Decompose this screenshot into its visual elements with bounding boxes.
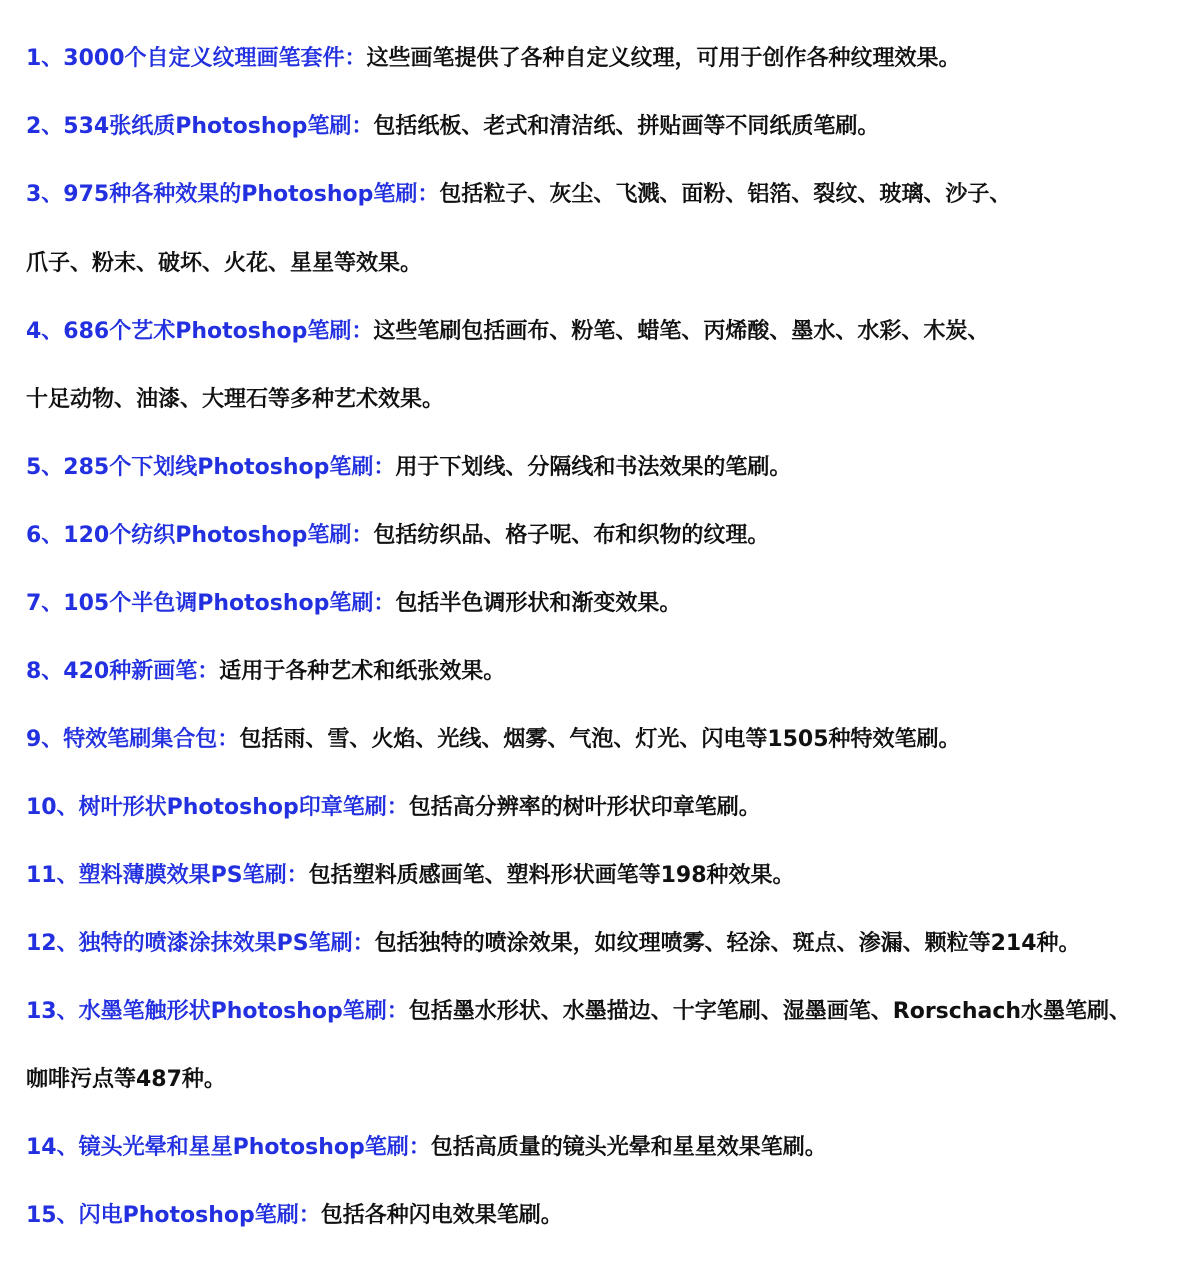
- item-title: 8、420种新画笔：: [26, 659, 220, 684]
- item-description: 包括半色调形状和渐变效果。: [395, 591, 682, 616]
- item-title: 11、塑料薄膜效果PS笔刷：: [26, 863, 309, 888]
- item-description: 这些画笔提供了各种自定义纹理，可用于创作各种纹理效果。: [366, 46, 961, 71]
- list-item: [26, 1131, 827, 1165]
- item-description-continued: 爪子、粉末、破坏、火花、星星等效果。: [26, 251, 423, 276]
- item-description: 包括墨水形状、水墨描边、十字笔刷、湿墨画笔、Rorschach水墨笔刷、: [408, 999, 1132, 1024]
- item-description: 用于下划线、分隔线和书法效果的笔刷。: [395, 455, 792, 480]
- item-title: 4、686个艺术Photoshop笔刷：: [26, 319, 374, 344]
- item-title: 10、树叶形状Photoshop印章笔刷：: [26, 795, 409, 820]
- list-item: [26, 110, 879, 144]
- item-description: 包括高质量的镜头光晕和星星效果笔刷。: [430, 1135, 827, 1160]
- list-item-continuation: [26, 383, 444, 417]
- item-title: 7、105个半色调Photoshop笔刷：: [26, 591, 396, 616]
- item-title: 1、3000个自定义纹理画笔套件：: [26, 46, 367, 71]
- item-description-continued: 咖啡污点等487种。: [26, 1067, 226, 1092]
- item-title: 5、285个下划线Photoshop笔刷：: [26, 455, 396, 480]
- item-title: 6、120个纺织Photoshop笔刷：: [26, 523, 374, 548]
- item-description-continued: 十足动物、油漆、大理石等多种艺术效果。: [26, 387, 445, 412]
- item-title: 3、975种各种效果的Photoshop笔刷：: [26, 182, 440, 207]
- item-title: 12、独特的喷漆涂抹效果PS笔刷：: [26, 931, 375, 956]
- list-item: [26, 315, 989, 349]
- list-item: [26, 723, 961, 757]
- item-description: 包括纺织品、格子呢、布和织物的纹理。: [373, 523, 770, 548]
- item-description: 这些笔刷包括画布、粉笔、蜡笔、丙烯酸、墨水、水彩、木炭、: [373, 319, 990, 344]
- item-description: 包括纸板、老式和清洁纸、拼贴画等不同纸质笔刷。: [373, 114, 880, 139]
- item-description: 适用于各种艺术和纸张效果。: [219, 659, 506, 684]
- item-description: 包括独特的喷涂效果，如纹理喷雾、轻涂、斑点、渗漏、颗粒等214种。: [374, 931, 1081, 956]
- item-description: 包括雨、雪、火焰、光线、烟雾、气泡、灯光、闪电等1505种特效笔刷。: [239, 727, 961, 752]
- item-title: 15、闪电Photoshop笔刷：: [26, 1203, 321, 1228]
- list-item-continuation: [26, 247, 422, 281]
- list-item: [26, 859, 795, 893]
- list-item: [26, 1199, 563, 1233]
- item-title: 13、水墨笔触形状Photoshop笔刷：: [26, 999, 409, 1024]
- list-item-continuation: [26, 1063, 226, 1097]
- list-item: [26, 587, 681, 621]
- list-item: [26, 655, 505, 689]
- item-description: 包括塑料质感画笔、塑料形状画笔等198种效果。: [308, 863, 795, 888]
- list-item: [26, 451, 791, 485]
- list-item: [26, 178, 1011, 212]
- item-description: 包括高分辨率的树叶形状印章笔刷。: [408, 795, 761, 820]
- item-title: 9、特效笔刷集合包：: [26, 727, 240, 752]
- item-title: 2、534张纸质Photoshop笔刷：: [26, 114, 374, 139]
- item-title: 14、镜头光晕和星星Photoshop笔刷：: [26, 1135, 431, 1160]
- list-item: [26, 42, 961, 76]
- list-item: [26, 927, 1081, 961]
- list-item: [26, 519, 769, 553]
- list-item: [26, 995, 1131, 1029]
- list-item: [26, 791, 761, 825]
- item-description: 包括各种闪电效果笔刷。: [320, 1203, 563, 1228]
- item-description: 包括粒子、灰尘、飞溅、面粉、铝箔、裂纹、玻璃、沙子、: [439, 182, 1012, 207]
